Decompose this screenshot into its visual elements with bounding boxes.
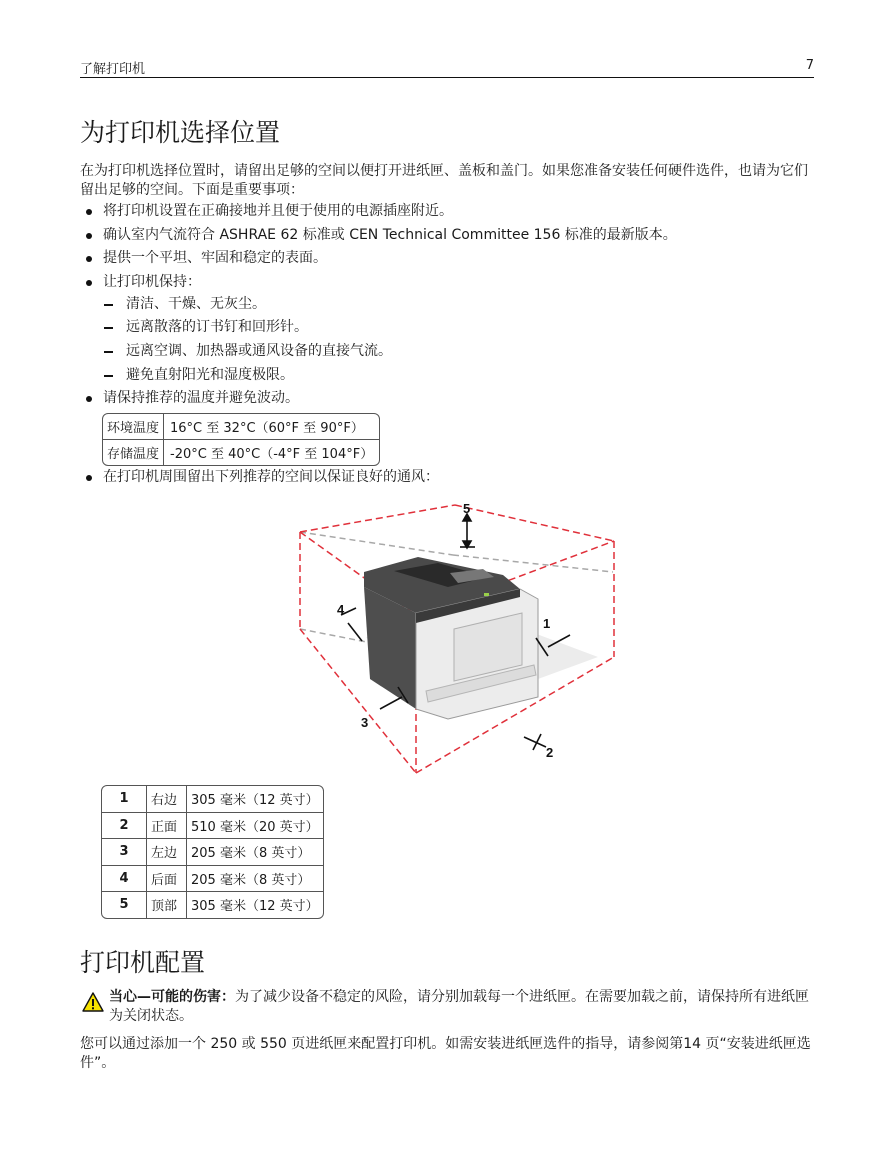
callout-number: 3 xyxy=(361,715,369,730)
sub-list-text: 避免直射阳光和湿度极限。 xyxy=(126,367,294,383)
clearance-value: 205 毫米（8 英寸） xyxy=(187,866,323,893)
caution-text-block xyxy=(109,988,814,1026)
clearance-side: 正面 xyxy=(147,813,187,840)
clearance-side: 后面 xyxy=(147,866,187,893)
bullet-text: 确认室内气流符合 ASHRAE 62 标准或 CEN Technical Committee 156 标准的最新版本。 xyxy=(103,227,677,243)
clearance-value: 205 毫米（8 英寸） xyxy=(187,839,323,866)
table-row xyxy=(102,839,323,866)
temperature-label: 存储温度 xyxy=(103,440,164,465)
bullet-text: 请保持推荐的温度并避免波动。 xyxy=(103,390,299,406)
section-title-location: 为打印机选择位置 xyxy=(80,118,281,147)
table-row xyxy=(103,440,379,465)
dash-marker xyxy=(104,304,113,306)
clearance-number: 3 xyxy=(102,839,147,866)
clearance-number: 4 xyxy=(102,866,147,893)
callout-number: 2 xyxy=(546,745,554,760)
temperature-table xyxy=(102,413,380,466)
dash-marker xyxy=(104,327,113,329)
bullet-text: 让打印机保持： xyxy=(103,274,201,290)
clearance-value: 305 毫米（12 英寸） xyxy=(187,786,323,813)
sub-list-text: 清洁、干燥、无灰尘。 xyxy=(126,296,266,312)
bullet-text: 提供一个平坦、牢固和稳定的表面。 xyxy=(103,250,327,266)
temperature-value: 16°C 至 32°C（60°F 至 90°F） xyxy=(164,414,379,440)
callout-number: 4 xyxy=(337,602,345,617)
warning-icon xyxy=(82,992,104,1018)
intro-paragraph: 在为打印机选择位置时，请留出足够的空间以便打开进纸匣、盖板和盖门。如果您准备安装任何硬件选件，也请为它们留出足够的空间。下面是重要事项： xyxy=(80,163,808,198)
bullet-dot xyxy=(86,256,92,262)
sub-list-text: 远离散落的订书钉和回形针。 xyxy=(126,319,308,335)
document-page xyxy=(80,0,814,1155)
temperature-label: 环境温度 xyxy=(103,414,164,440)
bullet-dot xyxy=(86,475,92,481)
callout-number: 1 xyxy=(543,616,551,631)
sub-list-text: 远离空调、加热器或通风设备的直接气流。 xyxy=(126,343,392,359)
table-row xyxy=(102,866,323,893)
table-row xyxy=(102,786,323,813)
bullet-text: 在打印机周围留出下列推荐的空间以保证良好的通风： xyxy=(103,469,439,485)
page-header xyxy=(80,57,814,78)
table-row xyxy=(102,892,323,918)
header-section-title: 了解打印机 xyxy=(80,62,146,77)
temperature-value: -20°C 至 40°C（-4°F 至 104°F） xyxy=(170,447,374,462)
configuration-paragraph: 您可以通过添加一个 250 或 550 页进纸匣来配置打印机。如需安装进纸匣选件的指导，请参阅第14 页“安装进纸匣选件”。 xyxy=(80,1036,811,1071)
caution-label: 当心—可能的伤害： xyxy=(109,989,235,1005)
bullet-dot xyxy=(86,396,92,402)
caution-text: 为了减少设备不稳定的风险，请分别加载每一个进纸匣。在需要加载之前，请保持所有进纸匣为关闭状态。 xyxy=(109,989,809,1024)
bullet-dot xyxy=(86,233,92,239)
bullet-dot xyxy=(86,209,92,215)
clearance-side: 左边 xyxy=(147,839,187,866)
clearance-value: 510 毫米（20 英寸） xyxy=(187,813,323,840)
clearance-number: 2 xyxy=(102,813,147,840)
dash-marker xyxy=(104,351,113,353)
header-page-number: 7 xyxy=(805,58,814,73)
clearance-side: 顶部 xyxy=(147,892,187,918)
section-title-configuration: 打印机配置 xyxy=(80,948,206,977)
callout-number: 5 xyxy=(463,501,471,516)
printer-illustration xyxy=(364,557,538,719)
clearance-value: 305 毫米（12 英寸） xyxy=(191,899,319,915)
bullet-text: 将打印机设置在正确接地并且便于使用的电源插座附近。 xyxy=(103,203,453,219)
clearance-number: 1 xyxy=(102,786,147,813)
clearance-number: 5 xyxy=(102,892,147,918)
table-row xyxy=(103,414,379,440)
clearance-diagram xyxy=(298,497,618,775)
clearance-side: 右边 xyxy=(147,786,187,813)
dash-marker xyxy=(104,375,113,377)
clearance-table xyxy=(101,785,324,919)
bullet-dot xyxy=(86,280,92,286)
table-row xyxy=(102,813,323,840)
